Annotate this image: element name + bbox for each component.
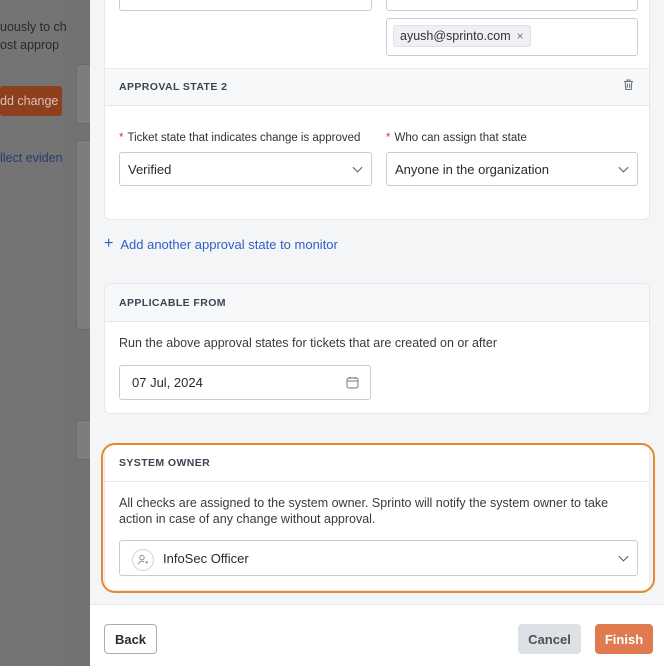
ticket-state-value: Verified [128, 161, 172, 177]
chevron-down-icon [619, 163, 629, 173]
ticket-state-label: * Ticket state that indicates change is approved [119, 132, 361, 144]
background-card [76, 64, 90, 124]
system-owner-description: All checks are assigned to the system owner. Sprinto will notify the system owner to take action in case of any change without approval. [119, 496, 609, 526]
user-icon [132, 549, 154, 571]
system-owner-title: SYSTEM OWNER [119, 456, 211, 469]
applicable-from-title: APPLICABLE FROM [119, 296, 226, 309]
close-icon[interactable]: × [516, 29, 524, 43]
applicable-from-card [104, 283, 650, 414]
date-value: 07 Jul, 2024 [132, 375, 203, 390]
background-card [76, 140, 90, 330]
background-card [76, 420, 90, 460]
assignee-chip [393, 25, 531, 47]
chevron-down-icon [619, 552, 629, 562]
assign-state-label: * Who can assign that state [386, 132, 527, 144]
configure-drawer [90, 0, 664, 666]
assign-state-select[interactable] [386, 152, 638, 186]
drawer-footer [90, 604, 664, 666]
previous-ticket-state-field[interactable] [119, 0, 372, 11]
date-picker-input[interactable] [119, 365, 371, 400]
background-app [0, 0, 90, 666]
add-approval-state-label: Add another approval state to monitor [120, 236, 338, 252]
finish-button[interactable]: Finish [595, 624, 653, 654]
trash-icon[interactable] [622, 78, 635, 96]
chip-email: ayush@sprinto.com [400, 29, 511, 43]
ticket-state-select[interactable] [119, 152, 372, 186]
background-text-1: uously to ch [0, 20, 67, 34]
applicable-from-header [105, 284, 649, 322]
cancel-button[interactable]: Cancel [518, 624, 581, 654]
approval-state-2-header [105, 68, 649, 106]
plus-icon: + [104, 235, 114, 252]
system-owner-header [105, 444, 649, 482]
assignee-chip-field[interactable] [386, 18, 638, 56]
approval-state-2-card [104, 0, 650, 220]
system-owner-card [104, 443, 650, 591]
system-owner-value: InfoSec Officer [163, 550, 249, 566]
system-owner-select[interactable] [119, 540, 638, 576]
chevron-down-icon [353, 163, 363, 173]
back-button[interactable]: Back [104, 624, 157, 654]
add-approval-state-button[interactable] [104, 236, 338, 252]
calendar-icon[interactable] [346, 376, 359, 392]
background-collect-evidence-link: llect eviden [0, 151, 63, 165]
assign-state-value: Anyone in the organization [395, 161, 549, 177]
previous-assignee-field[interactable] [386, 0, 638, 11]
applicable-from-description: Run the above approval states for tickets that are created on or after [119, 336, 497, 350]
approval-state-2-title: APPROVAL STATE 2 [119, 81, 228, 93]
background-text-2: ost approp [0, 38, 60, 52]
background-add-change-button: dd change [0, 86, 62, 116]
